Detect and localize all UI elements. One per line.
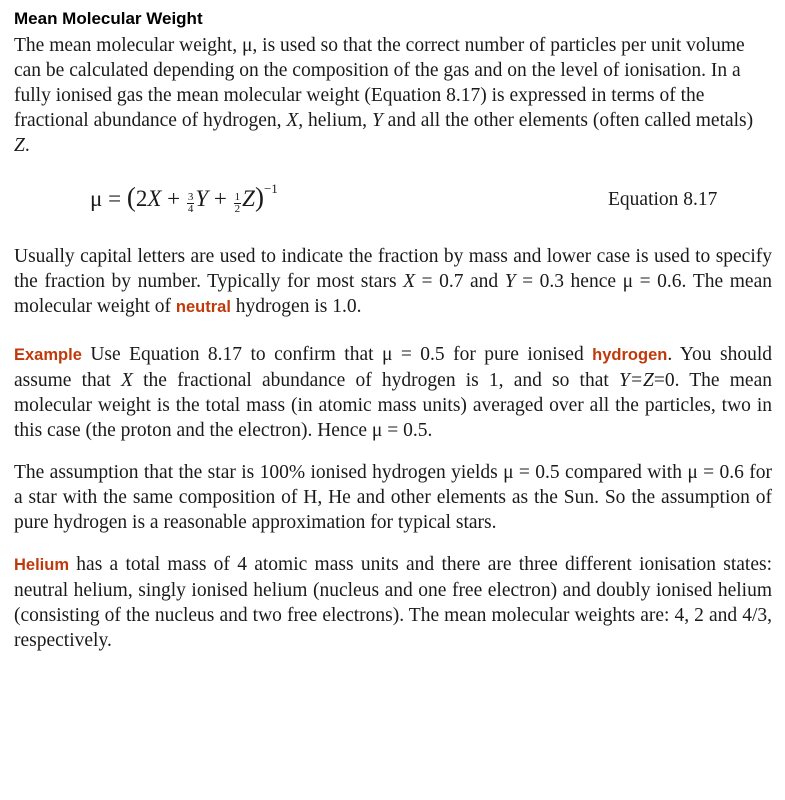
- intro-var-y: Y: [371, 110, 383, 131]
- keyword-helium: Helium: [14, 556, 70, 574]
- intro-text-3: and all the other elements (often called metals): [382, 110, 754, 131]
- eq-lhs: μ =: [90, 186, 127, 211]
- para2-text-3: = 0.3 hence μ = 0.6. The mean molecular weight of: [14, 271, 772, 317]
- equation-block: [14, 174, 772, 230]
- frac-numerator: 3: [187, 191, 194, 203]
- eq-fraction-three-quarters: [187, 192, 195, 215]
- frac-denominator: 4: [187, 203, 194, 215]
- eq-plus-1: +: [161, 186, 186, 211]
- eq-coef: 2: [135, 186, 148, 211]
- para2-text-2: = 0.7 and: [415, 271, 505, 292]
- keyword-neutral: neutral: [175, 298, 231, 316]
- frac-denominator: 2: [234, 203, 241, 215]
- example-text-1: Use Equation 8.17 to confirm that μ = 0.5 for pure ionised: [81, 344, 593, 365]
- eq-exponent: −1: [263, 181, 278, 196]
- intro-var-z: Z: [14, 135, 25, 156]
- para2-var-y: Y: [504, 271, 516, 292]
- eq-var-x: X: [147, 186, 162, 211]
- helium-paragraph: [14, 552, 772, 653]
- example-paragraph: [14, 342, 772, 443]
- keyword-example: Example: [14, 346, 82, 364]
- para2-var-x: X: [403, 271, 415, 292]
- eq-var-z: Z: [242, 186, 255, 211]
- equation-label: Equation 8.17: [608, 189, 718, 210]
- example-var-x: X: [121, 370, 133, 391]
- eq-fraction-half: [234, 192, 242, 215]
- intro-text-4: .: [24, 135, 30, 156]
- para2-text-4: hydrogen is 1.0.: [230, 296, 362, 317]
- helium-text: has a total mass of 4 atomic mass units and there are three different ionisation states: neutral helium, singly ionised helium (nucleus and one free electron) and doubly ionised helium (consisting of the nucleus and two free electrons). The mean molecular weights are: 4, 2 and 4/3, respectively.: [14, 554, 772, 651]
- intro-var-x: X: [286, 110, 299, 131]
- keyword-hydrogen: hydrogen: [592, 346, 668, 364]
- example-text-4: =0. The mean molecular weight is the total mass (in atomic mass units) averaged over all the particles, two in this case (the proton and the electron). Hence μ = 0.5.: [14, 370, 772, 441]
- example-text-2: . You should assume that: [14, 344, 772, 391]
- section-heading: Mean Molecular Weight: [14, 9, 203, 28]
- eq-plus-2: +: [208, 186, 233, 211]
- eq-close-paren: ): [254, 182, 264, 212]
- assumption-paragraph: The assumption that the star is 100% ionised hydrogen yields μ = 0.5 compared with μ = 0.6 for a star with the same composition of H, He and other elements as the Sun. So the assumption of pure hydrogen is a reasonable approximation for typical stars.: [14, 462, 772, 533]
- intro-text-1: The mean molecular weight, μ, is used so that the correct number of particles per unit volume can be calculated depending on the composition of the gas and on the level of ionisation. In a fully ionised gas the mean molecular weight (Equation 8.17) is expressed in terms of the fractional abundance of hydrogen,: [14, 35, 745, 131]
- eq-open-paren: (: [126, 182, 136, 212]
- example-text-3: the fractional abundance of hydrogen is 1, and so that: [132, 370, 619, 391]
- equation-formula: [90, 182, 278, 215]
- example-var-yz: Y=Z: [618, 370, 654, 391]
- para2-text-1: Usually capital letters are used to indicate the fraction by mass and lower case is used to specify the fraction by number. Typically for most stars: [14, 246, 772, 292]
- intro-text-2: , helium,: [298, 110, 372, 131]
- capital-letters-paragraph: [14, 244, 772, 320]
- intro-paragraph: [14, 33, 772, 158]
- frac-numerator: 1: [234, 191, 241, 203]
- eq-var-y: Y: [195, 186, 209, 211]
- document-page: [14, 8, 772, 653]
